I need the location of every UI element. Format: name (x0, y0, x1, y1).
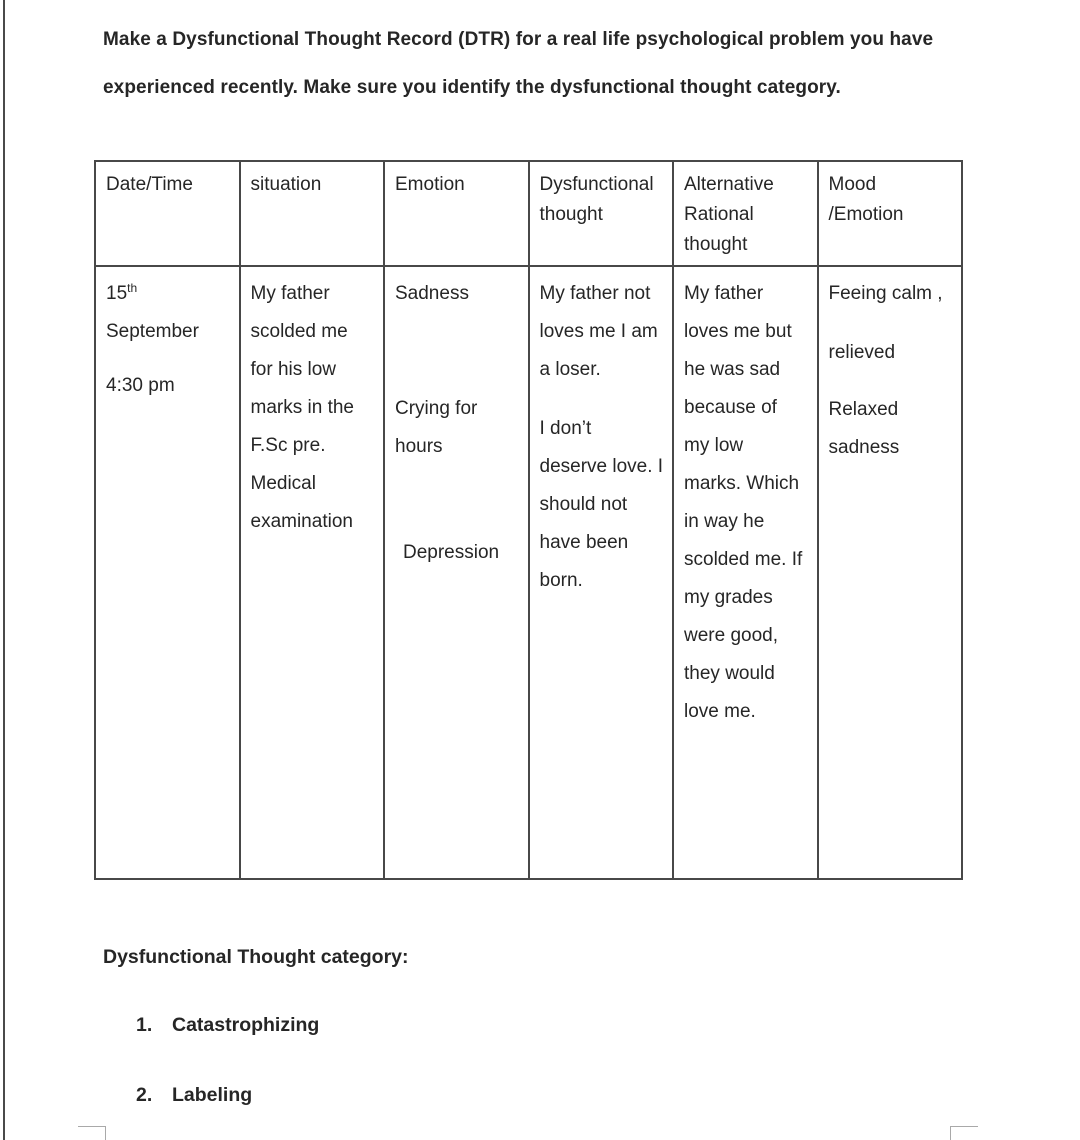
cell-date-time (95, 266, 240, 879)
text-line: marks. Which (684, 473, 800, 494)
col-header-emotion (384, 161, 529, 266)
header-row (95, 161, 962, 266)
text-line: in way he (684, 511, 765, 532)
table-row (95, 266, 962, 879)
text-line: F.Sc pre. (250, 435, 326, 456)
emotion-paragraph-3 (395, 534, 524, 572)
text-line: Alternative (684, 174, 774, 195)
text-line: he was sad (684, 359, 781, 380)
list-label-catastrophizing: Catastrophizing (172, 1014, 320, 1036)
text-line: have been (539, 532, 629, 553)
instruction-paragraph (103, 16, 983, 112)
emotion-paragraph-1 (395, 275, 524, 313)
date-month: September (106, 321, 199, 342)
text-line: thought (539, 204, 603, 225)
list-label-labeling: Labeling (172, 1084, 253, 1106)
col-header-dysfunctional-thought (529, 161, 674, 266)
situation-text (251, 275, 380, 541)
text-line: sadness (828, 437, 900, 458)
text-line: Mood (828, 174, 877, 195)
dtr-table-body (95, 266, 962, 879)
category-list-item-2 (136, 1084, 252, 1107)
page-margin-mark-left (78, 1126, 106, 1140)
emotion-paragraph-2 (395, 390, 524, 466)
dtr-table-header (95, 161, 962, 266)
text-line: My father (250, 283, 330, 304)
text-line: a loser. (539, 359, 601, 380)
instruction-line-1: Make a Dysfunctional Thought Record (DTR) for a real life psychological problem you have (103, 29, 934, 50)
text-line: Feeing calm , (828, 283, 943, 304)
dysfunctional-thought-paragraph-2 (540, 410, 669, 600)
col-header-date-time (95, 161, 240, 266)
list-number-2: 2. (136, 1084, 153, 1106)
text-line: because of (684, 397, 777, 418)
text-line: should not (539, 494, 628, 515)
text-line: Date/Time (106, 174, 193, 195)
cell-alternative-rational-thought (673, 266, 818, 879)
cell-mood-emotion (818, 266, 963, 879)
text-line: Rational (684, 204, 754, 225)
text-line: Relaxed (828, 399, 899, 420)
text-line: situation (250, 174, 322, 195)
category-heading: Dysfunctional Thought category: (103, 946, 409, 968)
text-line: they would (684, 663, 775, 684)
text-line: Medical (250, 473, 316, 494)
text-line: examination (250, 511, 353, 532)
dtr-table (94, 160, 963, 880)
text-line: scolded me (250, 321, 348, 342)
page-margin-mark-right (950, 1126, 978, 1140)
mood-paragraph-1 (829, 275, 958, 313)
mood-paragraph-2 (829, 334, 958, 372)
text-line: My father not (539, 283, 651, 304)
alternative-thought-text (684, 275, 813, 731)
text-line: I don’t (539, 418, 592, 439)
date-line (106, 275, 235, 313)
text-line: loves me I am (539, 321, 658, 342)
text-line: thought (684, 234, 748, 255)
text-line: relieved (828, 342, 896, 363)
text-line: hours (395, 436, 443, 457)
cell-dysfunctional-thought (529, 266, 674, 879)
date-ordinal-suffix: th (127, 281, 138, 295)
col-header-alternative-rational-thought (673, 161, 818, 266)
text-line: scolded me. If (684, 549, 803, 570)
list-number-1: 1. (136, 1014, 153, 1036)
instruction-line-2: experienced recently. Make sure you identify the dysfunctional thought category. (103, 77, 841, 98)
cell-emotion (384, 266, 529, 879)
text-line: loves me but (684, 321, 792, 342)
text-line: my low (684, 435, 744, 456)
text-line: deserve love. I (539, 456, 664, 477)
text-line: My father (684, 283, 764, 304)
text-line: my grades (684, 587, 773, 608)
text-line: Dysfunctional (539, 174, 654, 195)
date-time-value: 4:30 pm (106, 375, 175, 396)
dysfunctional-thought-paragraph-1 (540, 275, 669, 389)
text-line: Crying for (395, 398, 478, 419)
col-header-situation (240, 161, 385, 266)
col-header-mood-emotion (818, 161, 963, 266)
mood-paragraph-3 (829, 391, 958, 467)
text-line: were good, (684, 625, 779, 646)
text-line: born. (539, 570, 583, 591)
text-line: /Emotion (828, 204, 904, 225)
text-line: for his low (250, 359, 337, 380)
text-line: love me. (684, 701, 756, 722)
cell-situation (240, 266, 385, 879)
text-line: marks in the (250, 397, 354, 418)
text-line: Emotion (395, 174, 465, 195)
date-day: 15 (106, 283, 128, 304)
window-left-edge (3, 0, 5, 1140)
text-line: Depression (403, 542, 500, 563)
category-list-item-1 (136, 1014, 319, 1037)
text-line: Sadness (395, 283, 469, 304)
